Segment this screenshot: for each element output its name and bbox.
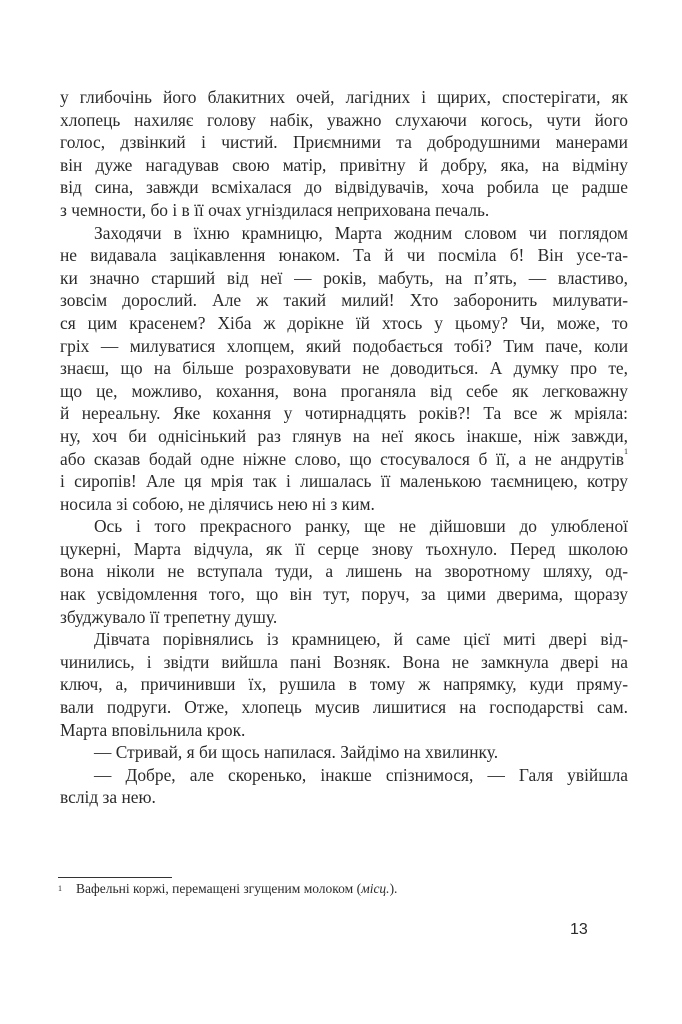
text-line bbox=[60, 719, 628, 742]
text-line-content: хлопець нахиляє голову набік, уважно слухаючи когось, чути його bbox=[60, 109, 628, 130]
text-line bbox=[60, 448, 628, 471]
text-line-content: Марта вповільнила крок. bbox=[60, 719, 246, 740]
text-line-content: і сиропів! Але ця мрія так і лишалась її маленькою таємницею, котру bbox=[60, 471, 628, 492]
text-line bbox=[60, 493, 628, 516]
text-line bbox=[60, 131, 628, 154]
text-line bbox=[60, 244, 628, 267]
text-line-content: Заходячи в їхню крамницю, Марта жодним словом чи поглядом bbox=[94, 222, 628, 243]
text-line bbox=[60, 154, 628, 177]
footnote-reference: 1 bbox=[624, 446, 628, 456]
text-line bbox=[60, 402, 628, 425]
text-line bbox=[60, 425, 628, 448]
text-line bbox=[60, 86, 628, 109]
text-line-content: ну, хоч би однісінький раз глянув на неї якось інакше, ніж завжди, bbox=[60, 425, 628, 446]
text-line bbox=[60, 199, 628, 222]
text-line bbox=[60, 696, 628, 719]
text-line-content: вона ніколи не вступала туди, а лишень на зворотному шляху, од- bbox=[60, 561, 628, 582]
footnote-abbrev: місц. bbox=[361, 881, 390, 896]
text-line bbox=[60, 764, 628, 787]
text-line-content: або сказав бодай одне ніжне слово, що стосувалося б її, а не андрутів bbox=[60, 448, 624, 469]
text-line-content: Ось і того прекрасного ранку, ще не дійшовши до улюбленої bbox=[94, 516, 628, 537]
text-line bbox=[60, 109, 628, 132]
text-line bbox=[60, 176, 628, 199]
text-line-content: чинились, і звідти вийшла пані Возняк. Вона не замкнула двері на bbox=[60, 651, 628, 672]
footnote-separator bbox=[58, 877, 172, 878]
text-line bbox=[60, 673, 628, 696]
text-line bbox=[60, 538, 628, 561]
text-line-content: й нереальну. Яке кохання у чотирнадцять років?! Та все ж мріяла: bbox=[60, 403, 628, 424]
text-line-content: голос, дзвінкий і чистий. Приємними та добродушними манерами bbox=[60, 132, 628, 153]
text-line-content: збуджувало її трепетну душу. bbox=[60, 606, 278, 627]
text-line bbox=[60, 651, 628, 674]
text-line-content: він дуже нагадував свою матір, привітну й добру, яка, на відміну bbox=[60, 154, 628, 175]
text-line-content: нак усвідомлення того, що він тут, поруч, за цими дверима, щоразу bbox=[60, 584, 628, 605]
footnote-marker: 1 bbox=[58, 884, 62, 893]
text-line bbox=[60, 786, 628, 809]
text-line bbox=[60, 312, 628, 335]
text-line bbox=[60, 380, 628, 403]
text-line-content: Дівчата порівнялись із крамницею, й саме цієї миті двері від- bbox=[94, 629, 628, 650]
text-line-content: носила зі собою, не ділячись нею ні з ким. bbox=[60, 493, 375, 514]
text-line bbox=[60, 560, 628, 583]
text-line-content: — Стривай, я би щось напилася. Зайдімо на хвилинку. bbox=[94, 742, 499, 763]
text-line-content: цукерні, Марта відчула, як її серце знову тьохнуло. Перед школою bbox=[60, 538, 628, 559]
text-line-content: що це, можливо, кохання, вона проганяла від себе як легковажну bbox=[60, 380, 628, 401]
text-line bbox=[60, 628, 628, 651]
text-line bbox=[60, 267, 628, 290]
page-number: 13 bbox=[570, 921, 588, 938]
text-line bbox=[60, 583, 628, 606]
text-line-content: ся цим красенем? Хіба ж дорікне їй хтось у цьому? Чи, може, то bbox=[60, 312, 628, 333]
footnote bbox=[58, 880, 397, 898]
text-line-content: з чемности, бо і в її очах угніздилася неприхована печаль. bbox=[60, 199, 490, 220]
footnote-text: Вафельні коржі, перемащені згущеним молоком ( bbox=[76, 881, 362, 896]
text-line-content: у глибочінь його блакитних очей, лагідних і щирих, спостерігати, як bbox=[60, 87, 628, 107]
text-line bbox=[60, 606, 628, 629]
text-line-content: не видавала зацікавлення юнаком. Та й чи посміла б! Він усе-та- bbox=[60, 245, 628, 266]
text-line-content: знаєш, що на більше розраховувати не доводиться. А думку про те, bbox=[60, 358, 628, 379]
body-text bbox=[60, 86, 628, 809]
text-line-content: вслід за нею. bbox=[60, 787, 156, 808]
footnote-end: ). bbox=[389, 881, 398, 896]
text-line bbox=[60, 222, 628, 245]
text-line bbox=[60, 289, 628, 312]
text-line bbox=[60, 357, 628, 380]
text-line-content: ки значно старший від неї — років, мабуть, на п’ять, — властиво, bbox=[60, 267, 628, 288]
text-line-content: від сина, завжди всміхалася до відвідувачів, хоча робила це радше bbox=[60, 177, 628, 198]
text-line-content: гріх — милуватися хлопцем, який подобається тобі? Тим паче, коли bbox=[60, 335, 628, 356]
text-line-content: вали подруги. Отже, хлопець мусив лишитися на господарстві сам. bbox=[60, 697, 628, 718]
text-line bbox=[60, 515, 628, 538]
text-line bbox=[60, 741, 628, 764]
text-line bbox=[60, 335, 628, 358]
text-line-content: — Добре, але скоренько, інакше спізнимося, — Галя увійшла bbox=[94, 764, 628, 785]
text-line-content: ключ, а, причинивши їх, рушила в тому ж напрямку, куди пряму- bbox=[60, 674, 628, 695]
text-line-content: зовсім дорослий. Але ж такий милий! Хто заборонить милувати- bbox=[60, 290, 628, 311]
text-line bbox=[60, 470, 628, 493]
